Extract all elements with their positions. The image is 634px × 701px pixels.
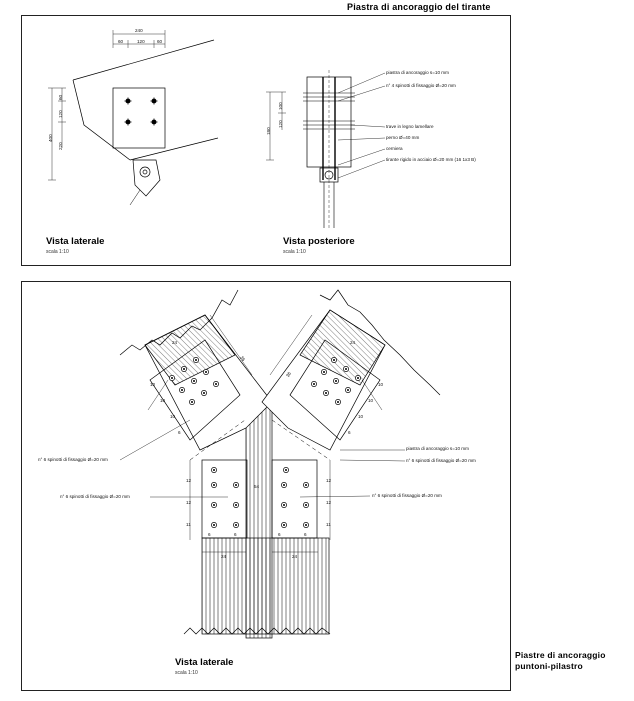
bolt-center — [213, 504, 215, 506]
dim-right-side-1: 10 — [378, 382, 384, 387]
bolt-center — [235, 484, 237, 486]
label-hinge: cerniera — [386, 146, 403, 151]
dim-bottom-small-3: 6 — [278, 532, 281, 537]
bolt-center — [337, 401, 339, 403]
dim-v-220: 220 — [58, 142, 63, 150]
dim-bottom-small-1: 6 — [208, 532, 211, 537]
dim-right-side-3: 10 — [358, 414, 364, 419]
side-title-line2: puntoni-pilastro — [515, 661, 583, 671]
bolt-center — [181, 389, 183, 391]
dim-v-120: 120 — [58, 110, 63, 118]
page-title: Piastra di ancoraggio del tirante — [347, 2, 491, 12]
label-left-plate-pins: n° 6 spinotti di fissaggio Ø=20 mm — [38, 457, 108, 462]
label-right-column-pins: n° 6 spinotti di fissaggio Ø=20 mm — [372, 493, 442, 498]
bolt-center — [305, 524, 307, 526]
dim-top-right: 24 — [350, 340, 356, 345]
dim-v-120-b: 120 — [278, 120, 283, 128]
bolt-center — [313, 383, 315, 385]
bolt-center — [203, 392, 205, 394]
dim-c: 60 — [157, 39, 163, 44]
bolt-center — [171, 377, 173, 379]
dim-left-side-3: 10 — [170, 414, 176, 419]
dim-col-right-1: 12 — [326, 478, 332, 483]
bolts-column-right — [281, 467, 308, 527]
bolt-center — [213, 524, 215, 526]
bolt-center — [235, 504, 237, 506]
bolt-center — [191, 401, 193, 403]
bolt-center — [215, 383, 217, 385]
bolt-center — [347, 389, 349, 391]
dim-a: 60 — [118, 39, 124, 44]
label-beam: trave in legno lamellare — [386, 124, 434, 129]
bolt-center — [213, 484, 215, 486]
dim-left-side-1: 10 — [150, 382, 156, 387]
bolt-center — [235, 524, 237, 526]
dim-v-100: 100 — [278, 102, 283, 110]
column-plate-left — [202, 460, 247, 538]
bolt-center — [283, 484, 285, 486]
dim-top-left: 24 — [172, 340, 178, 345]
dim-v-400: 400 — [48, 134, 53, 142]
bolt-center — [333, 359, 335, 361]
bolt-center — [183, 368, 185, 370]
label-anchor-plate: piastra di ancoraggio s=10 mm — [386, 70, 449, 75]
bolt-center — [283, 524, 285, 526]
bolt-center — [345, 368, 347, 370]
caption-vista-laterale-bottom: Vista laterale — [175, 657, 234, 668]
column-plate-right — [272, 460, 317, 538]
scale-top-right: scala 1:10 — [283, 249, 306, 255]
dim-right-side-4: 6 — [348, 430, 351, 435]
dim-bottom-small-2: 6 — [234, 532, 237, 537]
label-right-plate-pins: n° 6 spinotti di fissaggio Ø=20 mm — [406, 458, 476, 463]
bolt-center — [283, 504, 285, 506]
bolt-center — [195, 359, 197, 361]
dim-col-left-3: 11 — [186, 522, 191, 527]
bolts-column-left — [211, 467, 238, 527]
bolt-center — [213, 469, 215, 471]
bolt-center — [335, 380, 337, 382]
bolt-center — [305, 504, 307, 506]
dim-col-left-1: 12 — [186, 478, 192, 483]
dim-total-width: 240 — [135, 28, 143, 33]
dim-col-right-3: 11 — [326, 522, 331, 527]
label-tie-rod: tirante rigido in acciaio Ø=20 mm (16 1x3 B) — [386, 157, 476, 162]
dim-left-side-4: 6 — [178, 430, 181, 435]
caption-vista-posteriore: Vista posteriore — [283, 236, 355, 247]
label-pin: perno Ø=40 mm — [386, 135, 420, 140]
bolt-center — [193, 380, 195, 382]
bolt-center — [323, 371, 325, 373]
bolt-center — [357, 377, 359, 379]
caption-vista-laterale-top: Vista laterale — [46, 236, 105, 247]
scale-bottom: scala 1:10 — [175, 670, 198, 676]
label-pins: n° 4 spinotti di fissaggio Ø=20 mm — [386, 83, 456, 88]
dim-b: 120 — [137, 39, 145, 44]
side-title-line1: Piastre di ancoraggio — [515, 650, 606, 660]
label-left-column-pins: n° 6 spinotti di fissaggio Ø=20 mm — [60, 494, 130, 499]
label-right-plate: piastra di ancoraggio s=10 mm — [406, 446, 469, 451]
dim-bottom-small-4: 6 — [304, 532, 307, 537]
bolt-center — [285, 469, 287, 471]
dim-bottom-right: 24 — [292, 554, 298, 559]
dim-bottom-left: 24 — [221, 554, 227, 559]
dim-strut-left: 36 — [239, 354, 247, 363]
dim-v-180: 180 — [266, 127, 271, 135]
dim-column-width: 54 — [254, 484, 260, 489]
column-core — [246, 402, 272, 638]
scale-top-left: scala 1:10 — [46, 249, 69, 255]
dim-right-side-2: 10 — [368, 398, 374, 403]
bolt-center — [205, 371, 207, 373]
dim-col-right-2: 12 — [326, 500, 332, 505]
bolt-center — [305, 484, 307, 486]
dim-v-60: 60 — [58, 94, 63, 100]
dim-strut-right: 36 — [285, 370, 293, 379]
bolt-center — [325, 392, 327, 394]
dim-col-left-2: 12 — [186, 500, 192, 505]
dim-left-side-2: 10 — [160, 398, 166, 403]
